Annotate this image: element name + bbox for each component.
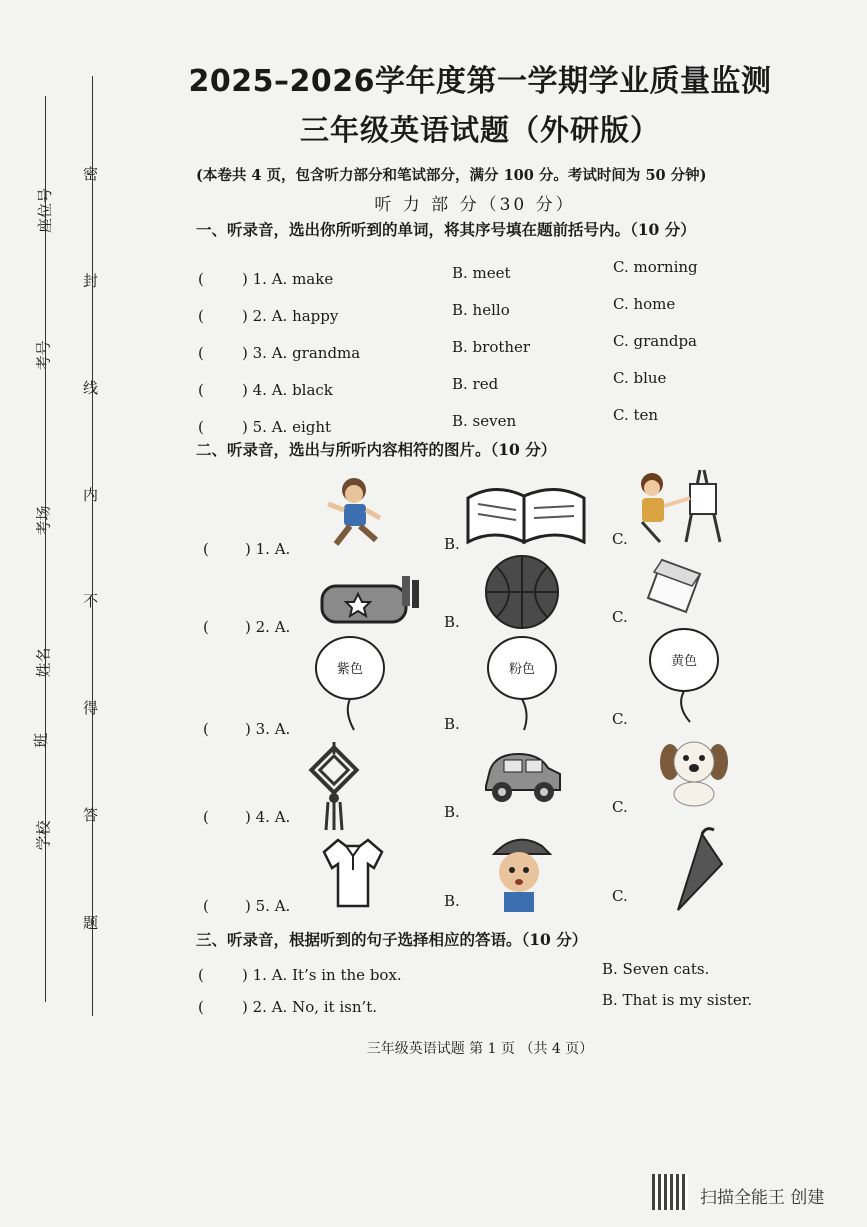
option-b: B. xyxy=(444,715,460,733)
answer-bracket[interactable]: ( xyxy=(203,618,209,636)
option-b: B. meet xyxy=(452,264,511,282)
exam-title: 2025–2026学年度第一学期学业质量监测 xyxy=(188,64,772,99)
boy-with-cap-icon xyxy=(486,828,552,914)
answer-bracket[interactable]: ( xyxy=(198,381,204,399)
car-icon xyxy=(478,744,566,806)
option-b: B. seven xyxy=(452,412,517,430)
exam-room-label: 考场 xyxy=(34,505,53,536)
question-stem: ) 3. A. xyxy=(245,720,291,738)
option-b: B. xyxy=(444,613,460,631)
balloon-label: 粉色 xyxy=(508,662,535,677)
seal-char: 答 xyxy=(83,806,99,824)
question-stem: ) 1. A. It’s in the box. xyxy=(242,966,402,984)
answer-bracket[interactable]: ( xyxy=(198,270,204,288)
eraser-icon xyxy=(644,556,704,616)
option-c: C. home xyxy=(613,295,676,313)
seal-char: 密 xyxy=(83,165,99,183)
painting-girl-icon xyxy=(630,464,726,544)
question-stem: ) 4. A. xyxy=(245,808,291,826)
class-label: 班 xyxy=(32,732,51,749)
option-b: B. xyxy=(444,892,460,910)
question-stem: ) 3. A. grandma xyxy=(242,344,361,362)
option-c: C. xyxy=(612,530,628,548)
answer-bracket[interactable]: ( xyxy=(203,540,209,558)
scanner-watermark: 扫描全能王 创建 xyxy=(700,1188,825,1208)
answer-bracket[interactable]: ( xyxy=(198,418,204,436)
exam-subtitle: 三年级英语试题（外研版） xyxy=(299,113,660,147)
open-book-icon xyxy=(464,478,588,548)
question-stem: ) 5. A. xyxy=(245,897,291,915)
umbrella-icon xyxy=(672,826,736,912)
section3-heading: 三、听录音，根据听到的句子选择相应的答语。（10 分） xyxy=(196,930,588,949)
option-b: B. red xyxy=(452,375,499,393)
answer-bracket[interactable]: ( xyxy=(198,307,204,325)
part-title: 听 力 部 分（30 分） xyxy=(374,195,576,215)
option-c: C. grandpa xyxy=(613,332,698,350)
basketball-icon xyxy=(482,552,562,632)
dog-icon xyxy=(656,734,732,808)
option-c: C. ten xyxy=(613,406,659,424)
seal-char: 线 xyxy=(83,379,99,397)
question-stem: ) 1. A. make xyxy=(242,270,334,288)
school-label: 学校 xyxy=(34,820,53,851)
exam-number-label: 考号 xyxy=(34,340,53,371)
pencil-case-icon xyxy=(318,572,422,628)
answer-bracket[interactable]: ( xyxy=(203,720,209,738)
pink-balloon-icon xyxy=(486,636,558,732)
page-footer: 三年级英语试题 第 1 页 （共 4 页） xyxy=(366,1041,594,1057)
answer-bracket[interactable]: ( xyxy=(198,998,204,1016)
option-c: C. xyxy=(612,608,628,626)
option-b: B. xyxy=(444,803,460,821)
answer-bracket[interactable]: ( xyxy=(203,897,209,915)
question-stem: ) 2. A. xyxy=(245,618,291,636)
seal-char: 封 xyxy=(83,272,99,290)
answer-bracket[interactable]: ( xyxy=(198,966,204,984)
question-stem: ) 2. A. happy xyxy=(242,307,339,325)
chinese-knot-icon xyxy=(300,740,368,832)
option-b: B. That is my sister. xyxy=(602,991,753,1009)
answer-bracket[interactable]: ( xyxy=(198,344,204,362)
option-b: B. xyxy=(444,535,460,553)
qr-code-icon xyxy=(652,1174,688,1210)
yellow-balloon-icon xyxy=(648,628,720,724)
option-c: C. xyxy=(612,887,628,905)
option-c: C. morning xyxy=(613,258,698,276)
balloon-label: 紫色 xyxy=(336,662,363,677)
question-stem: ) 1. A. xyxy=(245,540,291,558)
question-stem: ) 2. A. No, it isn’t. xyxy=(242,998,378,1016)
section1-heading: 一、听录音，选出你所听到的单词，将其序号填在题前括号内。（10 分） xyxy=(196,220,696,239)
option-c: C. blue xyxy=(613,369,667,387)
shirt-icon xyxy=(318,836,388,910)
margin-line-right xyxy=(92,76,93,1016)
seal-char: 得 xyxy=(83,699,99,717)
name-label: 姓名 xyxy=(34,647,53,678)
seal-char: 内 xyxy=(83,486,99,504)
seat-number-label: 座位号 xyxy=(36,187,55,234)
seal-char: 题 xyxy=(83,914,99,932)
exam-note: (本卷共 4 页，包含听力部分和笔试部分，满分 100 分。考试时间为 50 分钟) xyxy=(196,167,707,184)
option-b: B. hello xyxy=(452,301,510,319)
option-b: B. brother xyxy=(452,338,531,356)
balloon-label: 黄色 xyxy=(670,654,697,669)
option-b: B. Seven cats. xyxy=(602,960,710,978)
section2-heading: 二、听录音，选出与所听内容相符的图片。（10 分） xyxy=(196,440,557,459)
question-stem: ) 4. A. black xyxy=(242,381,333,399)
option-c: C. xyxy=(612,710,628,728)
question-stem: ) 5. A. eight xyxy=(242,418,332,436)
running-boy-icon xyxy=(318,474,388,552)
answer-bracket[interactable]: ( xyxy=(203,808,209,826)
seal-char: 不 xyxy=(83,592,99,610)
option-c: C. xyxy=(612,798,628,816)
purple-balloon-icon xyxy=(314,636,386,732)
